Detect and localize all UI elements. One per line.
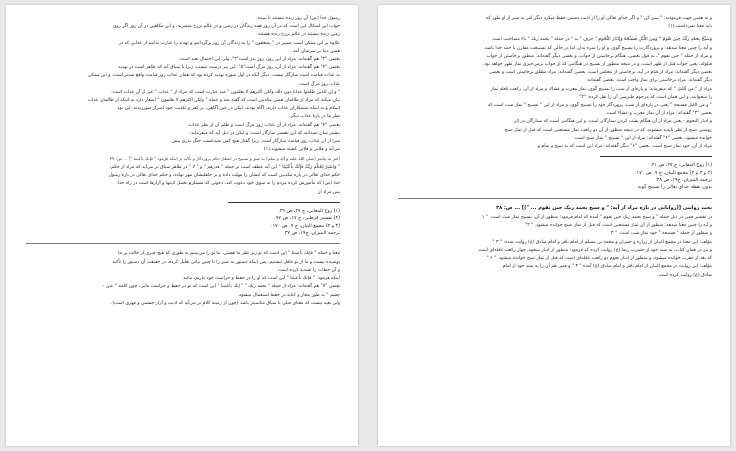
body-line: و به همین جهت فرمودند: " سیر کن " و اگر خدای تعالی او را از اذیت دشمن حفظ میکرد دیگر امر به سیر از او طور که	[486, 16, 712, 21]
body-line: بعضی "۴" هم گفته‌اند: مراد از آن عذاب روز مرگ است و ظلم آن از نظر عذاب.	[187, 122, 340, 128]
document-page-left	[6, 5, 358, 446]
footnote: بدون نقطه خدای تعالی را تسبیح گوید.	[636, 185, 712, 191]
section-line: در تفسیر قمی در ذیل جمله " و سبح بحمد ربک حین تقوم " آمده که امام فرمود: منظور از آن، تسبیح نماز شب است. " ۱	[481, 215, 712, 221]
body-line: قیلوله، یعنی خواب قبل از ظهر است، و در نتیجه منظور از تسبیح در هنگامی که از خواب برمی‌خیزی نماز ظهر خواهد بود.	[482, 62, 712, 68]
body-line: " و إن للذين ظلموا عذابا دون ذلك ولكن أكثرهم لا يعلمون " مید عبارت است که مراد از " عذاب " غیر از آن عذاب است.	[111, 89, 340, 95]
body-line: باید معنا نمی‌داشت.(۱)	[668, 24, 712, 30]
page-text-column	[398, 15, 712, 280]
body-line: بعضی "۴" هم گفته‌اند: مراد از آن، روز مرگ است"۵". این نیز درست نیست، زیرا با سیاق آیه که ظاهر است در تهدید	[118, 65, 340, 71]
body-line: و آیه را چنین معنا میدهد: و پروردگارت را تسبیح گوی، و او را منزه بدار، اما در حالی که تسبیحت مقارن با حمد خدا باشد.	[483, 45, 712, 51]
body-line: بعضی "۷" هم گفته‌اند: مراد از جمله " بحمد ربك " " إنك بأعيننا " این است که تو در حفظ و حراست مایی، چون کلمه " عین -	[102, 284, 340, 290]
footnote-separator	[228, 202, 340, 203]
body-line: علاوه بر این ممکن است ضمیر در " یصعقون " را به زندگان آن روز برگردانیم و تهدید را عبارت بدانیم از عذابی که در	[118, 40, 340, 46]
body-line: معنا و جمله " فإنك بأعيننا " این است که تو زیر نظر ما هستی، ما تو را می‌بینیم به طوری که هیچ چیزی از حالت بر ما	[118, 251, 340, 257]
body-line: اینکه فرمود: " فإنك بأعيننا " این است که او را در حفظ و حراست خود داریم، مانند	[183, 276, 340, 282]
body-line: دیگر گفته‌اند: مراد برخاستن برای نماز واجب است. بعضی گفته‌اند:	[586, 78, 712, 84]
body-line: پوشیده نیست و ما از تو غافل نیستیم. پس اینکه دستور به صبر را با چنین بیانی تعلیل کرده، در حقیقت آن دستور را تأکید	[112, 259, 340, 265]
body-line: را میخوانند، و این همان است که مرحوم طبرسی آن را نقل کرده. "۲"	[579, 94, 712, 100]
body-line: جواب این اشکال این است که در آن روز همه زندگان در زمین و در عالم برزخ میمیرند، و این مکلفین در آن روز اگر روی	[112, 24, 340, 30]
body-line: عذاب روز مرگ است.	[298, 81, 340, 87]
body-line: همین دنیا بر سرشان آمد.	[291, 48, 340, 54]
section-line: که بعد از مغرب خوانده میشود، و منظور از ادبار نجوم دو رکعت نافله‌ای است که قبل از نماز صبح خوانده میشود. " ۶ "	[486, 256, 712, 262]
body-line: مراد از آن، خود نماز صبح است. بعضی "۶" دیگر گفته‌اند: مراد این است که به سبح و شام و	[537, 144, 712, 150]
body-line: رسول خدا (ص) آن روز زنده نیستند تا ببینند.	[255, 16, 340, 21]
footnote: (۱) روح المعانی، ج ۲۷، ص ۳۹.	[278, 208, 340, 214]
body-line: به عذاب قیامت است سازگار نیست. دیگر آنکه در اول سوره تهدید کرده بود که همان عذاب روز قیامت واقع شدنی‌است، و این ممکن	[88, 73, 340, 79]
body-line: بعضی "۲" هم گفته‌اند: مراد از این روز، روز بدر است"۳"، ولی این احتمال بعید است.	[178, 57, 340, 63]
footnote: (۱) روح المعانی، ج ۲۷، ص ۴۱.	[650, 163, 712, 169]
body-line: و مراد از جمله " حین تقوم "، به قول بعضی، هنگام برخاستن از خواب، و بعضی دیگر گفته‌اند: منظور برخاستن از خواب	[486, 53, 712, 59]
footnote: (۳ و ۴) مجمع البیان، ج ۹، ص ۱۷۰.	[271, 223, 340, 229]
footnote: (۲ و ۳ و ۴) مجمع البیان، ج ۹، ص ۱۷۰.	[635, 170, 712, 176]
body-line: بیشتر شان نمیدانند که این تفسیر سازگار است، و لیکن در ذیل آیه که میفرماید:	[189, 130, 340, 136]
body-line: و آن خطاب را تشدید کرده است.	[276, 267, 340, 273]
body-line: پس مراد از	[318, 189, 340, 195]
body-line: اسلام و به اینکه ستمکاران عذاب دارند، آگاه بودند، لیکن در عین آگاهی، بر کفر و تکذیب خود اصرار میورزیدند. این بود	[117, 106, 340, 112]
body-line: " وَاصْبِرْ لِحُكْمِ رَبِّكَ فَإِنَّكَ بِأَعْيُنِنَا " این آیه عطف است بر جمله " فذرهم " و " لا " در ظاهر سیاق بر می‌آید که مراد از حکم،	[109, 165, 340, 171]
body-line: و ادبار النجوم - یعنی مراد از آن هنگام پشت کردن ستارگان است، و این هنگامی است که ستارگان در اثر	[513, 119, 712, 125]
body-line: وَسَبِّحْ بِحَمْدِ رَبِّكَ حِينَ تَقُومُ * وَمِنَ اللَّيْلِ فَسَبِّحْهُ وَإِدْبَارَ النُّجُومِ " حرف " بد " در جمله " بحمد ربك " باء مصاحبت است	[492, 37, 712, 43]
section-separator	[26, 243, 340, 244]
footnote: ترجمه المیزان، ج۱۹، ص ۳۸	[656, 178, 712, 184]
footnote: ترجمه المیزان، ج۱۹، ص ۳۷	[284, 231, 340, 237]
footnote: (۲) تفسیر قرطبی، ج ۱۷، ص ۷۷.	[274, 216, 340, 222]
body-line: روشنی صبح از نظر ناپدید میشوند، که در نتیجه منظور از آن دو رکعت نماز مستحبی است که قبل از نماز صبح	[504, 127, 712, 133]
page-text-column	[26, 15, 340, 308]
body-line: چشم " به طور مجاز و کنایه در حفظ استعمال میشود.	[237, 292, 340, 298]
body-line: می‌آید و فلانی و فلانی کشته میشوند.(۱)	[263, 147, 340, 153]
section-line: و نیز در همان کتاب، به سند خود از حضرت رضا (ع) روایت کرده که فرمود: منظور از ادبار سجود، چهار رکعت نافله‌ای است	[478, 247, 712, 253]
section-line: صادق (ع) روایت کرده است.	[657, 272, 712, 278]
body-line: ولی بعید نیست که معنای قبلی با سیاق مناسبتر باشد (چون از زمینه کلام بر می‌آید که اذیت و آزار جسمی و فهری است).	[110, 300, 340, 306]
section-separator	[398, 198, 712, 199]
section-line: و آیه را چنین معنا میدهد: منظور از آن نماز مستحبی است که قبل از نماز صبح خوانده میشود. " ۲"	[525, 223, 712, 229]
body-line: مراد از " من اللیل " که میفرماید: و پاره‌ای از شب را تسبیح گوی، نماز مغرب و عشاء، و مراد از آن، رکعت نافله نماز	[490, 86, 712, 92]
section-line: و منظور از جمله " فسبحه " خود نماز شب است. " ۳	[610, 231, 712, 237]
body-line: " و من اللیل فسبحه " یعنی در پاره‌ای از شب، پروردگار خود را تسبیح گوی، و مراد از این " تسبیح " نماز شب است که	[487, 103, 712, 109]
body-line: بعضی "۳" گفته‌اند: مراد از آن نماز مغرب و عشاء است.	[605, 111, 712, 117]
body-line: حکم خدای تعالی در باره مکذبین است که ایشان را مهلت داده و بر جاهلیشان مهر نهاده، و حکم خدای تعالی در باره رسول	[108, 173, 340, 179]
section-line: مؤلف: این معنا در مجمع البیان از زراره و حمران و محمد بن مسلم از امام باقر و امام صادق (ع) روایت شده. " ۳ "	[492, 239, 712, 245]
footnote-separator	[600, 156, 712, 157]
body-line: بیان میکند که مراد از ظالمان همین مکذبین است که گفته شد و جمله " ولکن اکثرهم لا یعلمون " اشعار دارد به اینکه از ظالمان عذاب	[87, 98, 340, 104]
body-line: خوانده میشود. بعضی "۴" گفته‌اند: مراد از این " تسبیح " نماز صبح است.	[573, 135, 712, 141]
body-line: میرا از آن عذاب روز قیامت سازگار است. زیرا گفتار هیچ کس نمیدانست جنگ بدری پیش	[171, 139, 340, 145]
body-line: نظر ما در بارهٔ عذاب دیگر.	[289, 114, 340, 120]
body-line: زمین زنده نیستند در عالم برزخ زنده هستند.	[256, 32, 340, 38]
body-line: خدا (ص) که مأمورش کرده مردم را به سوی خود دعوت کند، دعوتی که مستلزم تحمل اذیتها و آزارها است در راه خدا.	[116, 181, 340, 187]
body-line: بعضی دیگر گفته‌اند: مراد از قیام در آیه، برخاستن از مجلس است. بعضی گفته‌اند: مراد مطلق برخاستن است و بعضی	[489, 70, 712, 76]
section-heading: [امر به پیامبر (صلی الله علیه و آله و سلم) به صبر و تسبیح در انتظار حکم پروردگار و تأکید بر اینکه فرمود " فإنك بأعيننا "] ... ص: ۳۷	[109, 156, 340, 162]
section-line: مؤلف: این روایت در مجمع البیان از امام باقر و امام صادق (ع) آمده " ۳ " و قمی هم آن را به سند خود از امام	[502, 264, 712, 270]
document-page-right	[378, 5, 730, 446]
section-heading: بحث روایتی [(روایاتی در باره مراد از آیه: " و سبح بحمد ربک حین تقوم ... ")] ... ص: ۳۸	[496, 204, 712, 211]
